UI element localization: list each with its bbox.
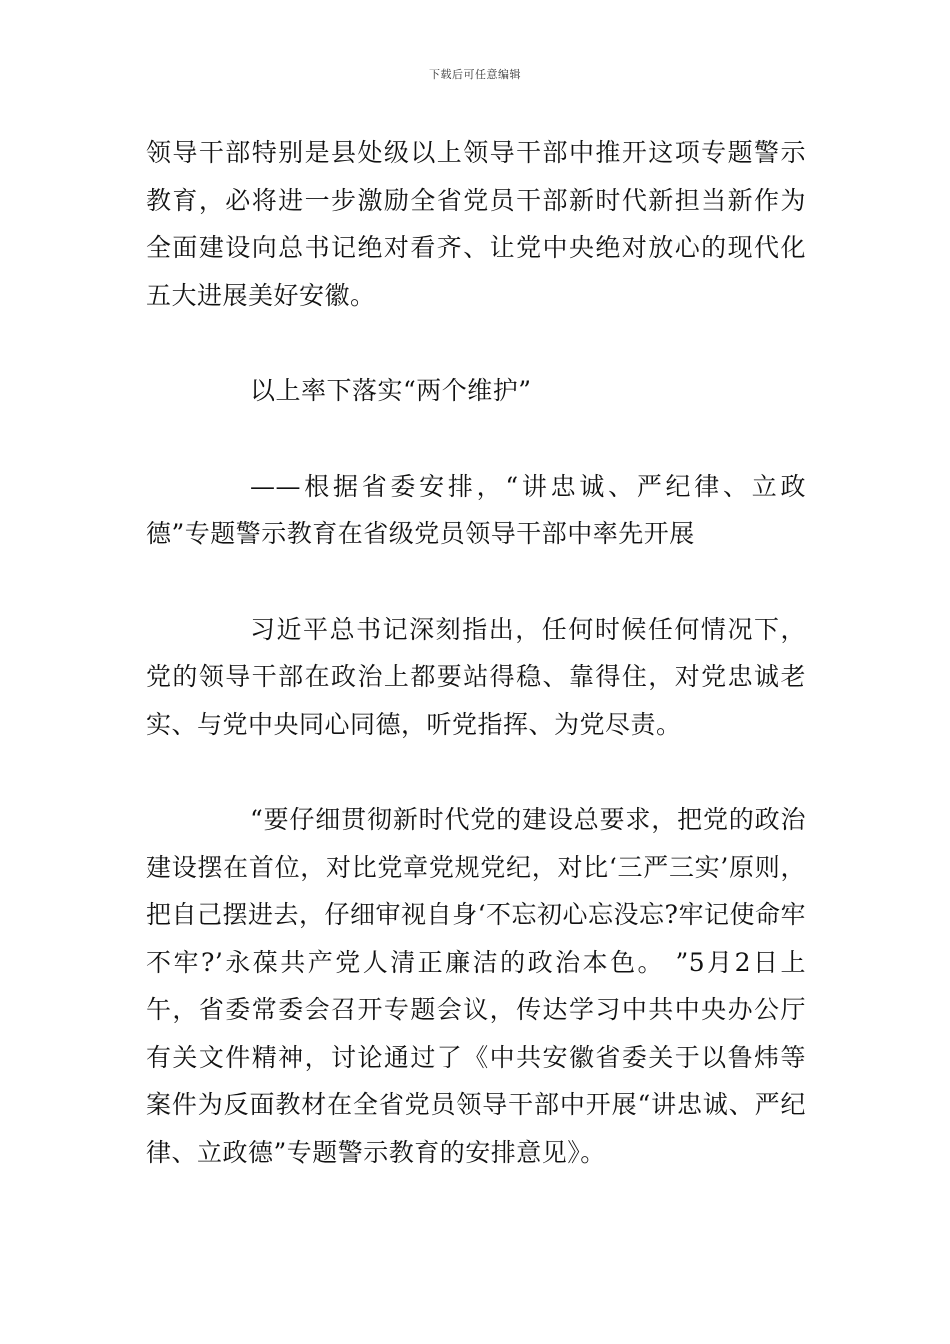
document-body — [146, 129, 806, 1176]
section-subtitle: ——根据省委安排，“讲忠诚、严纪律、立政德”专题警示教育在省级党员领导干部中率先开展 — [146, 471, 806, 548]
paragraph-meeting: “要仔细贯彻新时代党的建设总要求，把党的政治建设摆在首位，对比党章党规党纪，对比‘三严三实’原则，把自己摆进去，仔细审视自身‘不忘初心忘没忘?牢记使命牢不牢?’永葆共产党人清正廉洁的政治本色。 ”5月2日上午，省委常委会召开专题会议，传达学习中共中央办公厅有关文件精神，讨论通过了《中共安徽省委关于以鲁炜等案件为反面教材在全省党员领导干部中开展“讲忠诚、严纪律、立政德”专题警示教育的安排意见》。 — [146, 805, 806, 1167]
section-title: 以上率下落实“两个维护” — [250, 376, 532, 405]
paragraph-intro: 领导干部特别是县处级以上领导干部中推开这项专题警示教育，必将进一步激励全省党员干部新时代新担当新作为全面建设向总书记绝对看齐、让党中央绝对放心的现代化五大进展美好安徽。 — [146, 138, 806, 310]
download-note: 下载后可任意编辑 — [429, 68, 521, 81]
paragraph-quote-intro: 习近平总书记深刻指出，任何时候任何情况下，党的领导干部在政治上都要站得稳、靠得住，对党忠诚老实、与党中央同心同德，听党指挥、为党尽责。 — [146, 614, 806, 739]
